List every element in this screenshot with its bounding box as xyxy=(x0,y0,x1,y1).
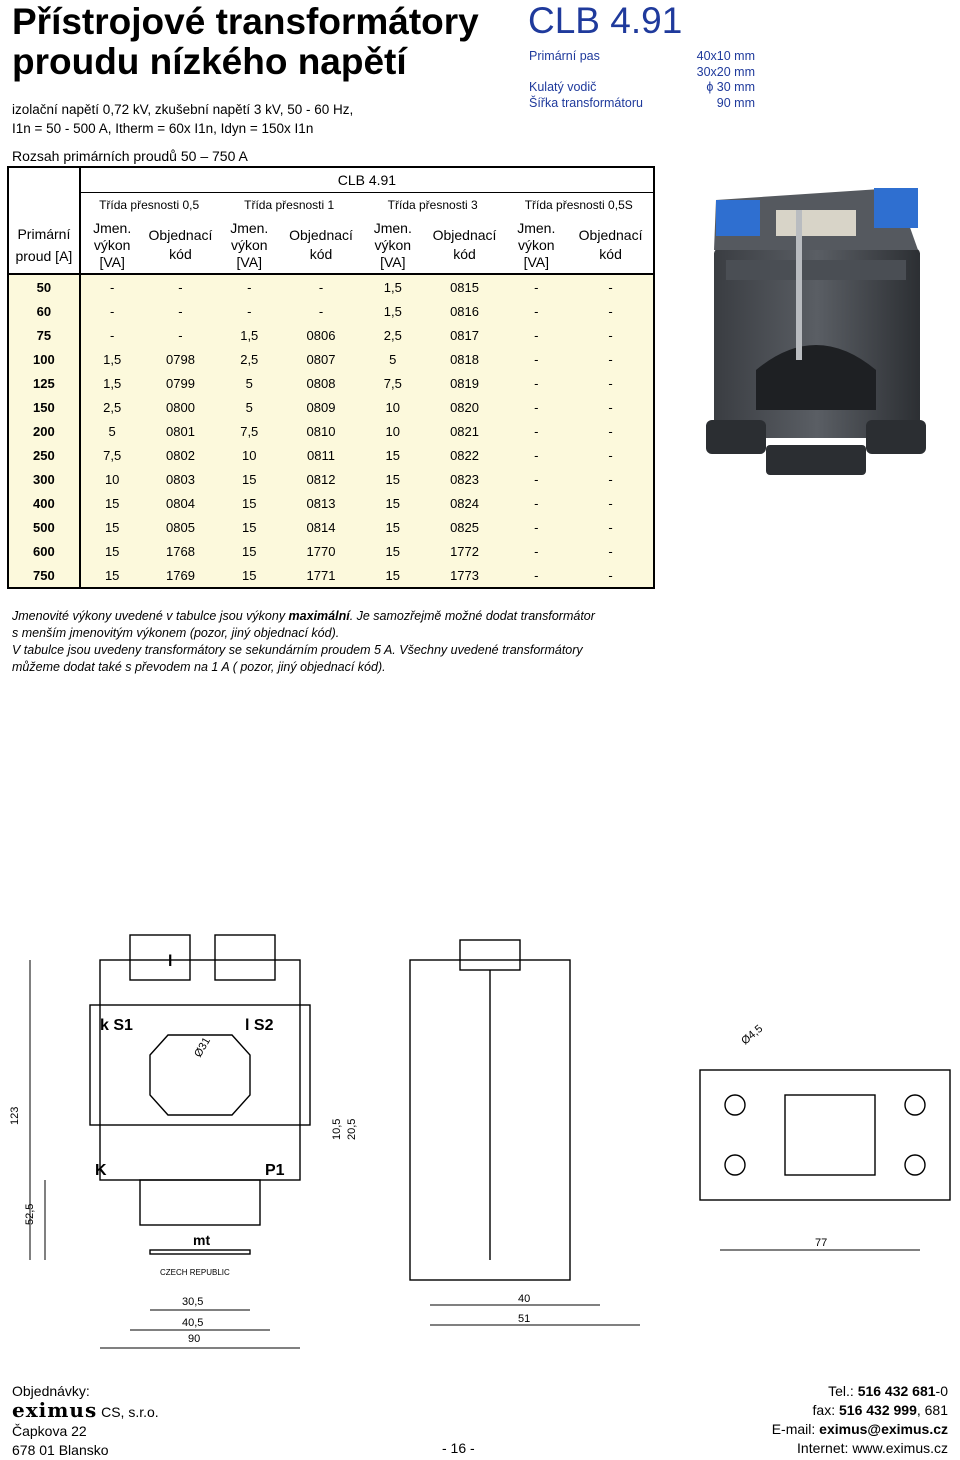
power-cell: 15 xyxy=(361,563,425,588)
order-code-cell: 0816 xyxy=(425,299,505,323)
order-code-cell: 0809 xyxy=(281,395,361,419)
order-code-cell: 0815 xyxy=(425,274,505,299)
order-code-cell: 0813 xyxy=(281,491,361,515)
power-cell: 15 xyxy=(217,467,281,491)
code-header-text: kód xyxy=(453,246,476,262)
order-code-cell: 0820 xyxy=(425,395,505,419)
power-cell: - xyxy=(217,274,281,299)
subtitle-line-1: izolační napětí 0,72 kV, zkušební napětí 3 kV, 50 - 60 Hz, xyxy=(12,102,354,117)
primary-current-cell: 60 xyxy=(8,299,80,323)
table-row xyxy=(8,419,654,443)
power-header-text: Jmen. xyxy=(373,219,412,236)
code-header-text: Objednací xyxy=(289,227,353,243)
city: 678 01 Blansko xyxy=(12,1442,109,1458)
power-cell: 15 xyxy=(80,563,144,588)
primary-current-cell: 500 xyxy=(8,515,80,539)
website xyxy=(772,1439,948,1458)
power-cell: 7,5 xyxy=(361,371,425,395)
page-title xyxy=(12,2,479,82)
orders-label: Objednávky: xyxy=(12,1383,90,1399)
power-cell: 7,5 xyxy=(80,443,144,467)
primary-current-cell: 300 xyxy=(8,467,80,491)
label-K: K xyxy=(95,1162,107,1179)
order-code-cell: 1770 xyxy=(281,539,361,563)
code-column-header xyxy=(281,217,361,274)
spec-label xyxy=(529,65,643,81)
primary-label: Primární xyxy=(17,226,71,242)
dim-52-5: 52,5 xyxy=(24,1203,36,1225)
table-row xyxy=(8,395,654,419)
primary-current-cell: 150 xyxy=(8,395,80,419)
title-line-2: proudu nízkého napětí xyxy=(12,41,407,82)
order-code-cell: 0805 xyxy=(144,515,218,539)
order-code-cell: 0819 xyxy=(425,371,505,395)
power-header-text: [VA] xyxy=(380,253,406,270)
power-header-text: Jmen. xyxy=(517,219,556,236)
front-view xyxy=(90,935,310,1254)
table-row xyxy=(8,323,654,347)
power-cell: - xyxy=(504,371,568,395)
class-header: Třída přesnosti 3 xyxy=(361,193,505,218)
primary-current-header xyxy=(8,217,80,274)
power-cell: 10 xyxy=(361,395,425,419)
order-code-cell: 0810 xyxy=(281,419,361,443)
power-cell: - xyxy=(504,395,568,419)
dim-90: 90 xyxy=(188,1333,201,1345)
title-line-1: Přístrojové transformátory xyxy=(12,1,479,42)
order-code-cell: - xyxy=(568,299,654,323)
note-line xyxy=(12,608,652,625)
model-title: CLB 4.91 xyxy=(528,0,683,41)
company xyxy=(12,1398,159,1422)
spec-label: Primární pas xyxy=(529,49,600,63)
power-cell: - xyxy=(504,323,568,347)
power-cell: 5 xyxy=(217,371,281,395)
note-line: s menším jmenovitým výkonem (pozor, jiný objednací kód). xyxy=(12,626,340,640)
code-column-header xyxy=(425,217,505,274)
power-cell: 15 xyxy=(80,491,144,515)
power-cell: - xyxy=(504,515,568,539)
phone-label: Tel.: xyxy=(828,1383,858,1399)
table-row xyxy=(8,371,654,395)
dim-40-5: 40,5 xyxy=(182,1317,204,1329)
order-code-cell: - xyxy=(568,539,654,563)
table-model: CLB 4.91 xyxy=(80,167,654,193)
order-code-cell: 1773 xyxy=(425,563,505,588)
spec-labels xyxy=(529,49,643,111)
technical-drawing xyxy=(0,930,960,1350)
front-view-labels xyxy=(95,953,285,1179)
power-cell: 5 xyxy=(80,419,144,443)
power-cell: - xyxy=(504,347,568,371)
order-code-cell: - xyxy=(568,515,654,539)
power-header-text: výkon xyxy=(518,236,555,253)
table-row xyxy=(8,515,654,539)
order-code-cell: - xyxy=(568,419,654,443)
primary-current-cell: 400 xyxy=(8,491,80,515)
code-header-text: kód xyxy=(169,246,192,262)
order-code-cell: 0825 xyxy=(425,515,505,539)
primary-current-cell: 50 xyxy=(8,274,80,299)
primary-current-cell: 75 xyxy=(8,323,80,347)
power-cell: - xyxy=(504,419,568,443)
dim-4-5: Ø4,5 xyxy=(739,1022,766,1048)
spec-values xyxy=(640,49,755,111)
power-column-header xyxy=(361,217,425,274)
power-cell: 10 xyxy=(217,443,281,467)
code-header-text: kód xyxy=(599,246,622,262)
power-cell: 2,5 xyxy=(217,347,281,371)
order-code-cell: 0803 xyxy=(144,467,218,491)
power-cell: 1,5 xyxy=(361,299,425,323)
fax xyxy=(772,1401,948,1420)
power-cell: - xyxy=(80,323,144,347)
power-cell: 15 xyxy=(217,539,281,563)
phone-suffix: -0 xyxy=(935,1383,948,1399)
power-cell: - xyxy=(217,299,281,323)
power-cell: 15 xyxy=(80,515,144,539)
order-code-cell: 1768 xyxy=(144,539,218,563)
note-line: můžeme dodat také s převodem na 1 A ( pozor, jiný objednací kód). xyxy=(12,660,386,674)
order-code-cell: - xyxy=(281,299,361,323)
order-code-cell: - xyxy=(144,323,218,347)
code-header-text: Objednací xyxy=(432,227,497,243)
order-code-cell: 0817 xyxy=(425,323,505,347)
power-header-text: [VA] xyxy=(236,253,262,270)
order-code-cell: - xyxy=(568,274,654,299)
order-code-cell: - xyxy=(281,274,361,299)
dim-20-5: 20,5 xyxy=(346,1118,358,1140)
order-code-cell: - xyxy=(568,371,654,395)
current-range: Rozsah primárních proudů 50 – 750 A xyxy=(12,148,248,164)
power-cell: 2,5 xyxy=(361,323,425,347)
primary-current-cell: 250 xyxy=(8,443,80,467)
power-cell: 15 xyxy=(361,467,425,491)
order-code-cell: 0798 xyxy=(144,347,218,371)
spec-label: Kulatý vodič xyxy=(529,80,597,94)
email xyxy=(772,1420,948,1439)
power-cell: - xyxy=(504,467,568,491)
power-cell: 1,5 xyxy=(80,371,144,395)
order-code-cell: 0823 xyxy=(425,467,505,491)
primary-current-cell: 750 xyxy=(8,563,80,588)
power-column-header xyxy=(217,217,281,274)
email-label: E-mail: xyxy=(771,1421,820,1437)
fax-number: 516 432 999 xyxy=(839,1402,917,1418)
side-view xyxy=(410,940,570,1280)
note-line: V tabulce jsou uvedeny transformátory se sekundárním proudem 5 A. Všechny uvedené transformátory xyxy=(12,643,583,657)
class-header: Třída přesnosti 0,5S xyxy=(504,193,654,218)
power-cell: 15 xyxy=(361,443,425,467)
order-code-cell: - xyxy=(568,467,654,491)
brand-logo: mt xyxy=(193,1232,211,1248)
order-code-cell: 1772 xyxy=(425,539,505,563)
code-header-text: kód xyxy=(309,246,333,262)
power-cell: - xyxy=(504,299,568,323)
order-code-cell: - xyxy=(568,563,654,588)
power-cell: - xyxy=(80,299,144,323)
primary-current-cell: 100 xyxy=(8,347,80,371)
order-code-cell: 1769 xyxy=(144,563,218,588)
power-header-text: výkon xyxy=(230,236,268,253)
order-code-cell: - xyxy=(568,347,654,371)
note-text: Jmenovité výkony uvedené v tabulce jsou výkony xyxy=(12,609,289,623)
dim-40: 40 xyxy=(518,1293,531,1305)
phone-number: 516 432 681 xyxy=(857,1383,936,1399)
web-link[interactable]: www.eximus.cz xyxy=(852,1440,948,1456)
power-cell: - xyxy=(504,491,568,515)
company-logo: eximus xyxy=(12,1398,98,1422)
order-code-cell: 0811 xyxy=(281,443,361,467)
label-l-top: l xyxy=(168,953,173,970)
power-cell: 1,5 xyxy=(80,347,144,371)
power-cell: 15 xyxy=(361,491,425,515)
order-code-cell: 0808 xyxy=(281,371,361,395)
notes xyxy=(12,608,652,676)
spec-value: 30x20 mm xyxy=(696,64,755,79)
class-header: Třída přesnosti 0,5 xyxy=(80,193,218,218)
power-cell: 10 xyxy=(80,467,144,491)
primary-label: proud [A] xyxy=(15,248,73,264)
dim-51: 51 xyxy=(518,1313,531,1325)
power-cell: 7,5 xyxy=(217,419,281,443)
power-cell: 15 xyxy=(217,515,281,539)
table-row xyxy=(8,491,654,515)
order-code-cell: 0802 xyxy=(144,443,218,467)
primary-current-cell: 200 xyxy=(8,419,80,443)
order-code-cell: 0818 xyxy=(425,347,505,371)
spec-value: ϕ 30 mm xyxy=(706,80,755,94)
power-cell: 1,5 xyxy=(217,323,281,347)
power-cell: 5 xyxy=(217,395,281,419)
power-column-header xyxy=(504,217,568,274)
company-suffix: CS, s.r.o. xyxy=(101,1404,159,1420)
email-link[interactable]: eximus@eximus.cz xyxy=(819,1421,948,1437)
note-emphasis: maximální xyxy=(288,609,350,623)
power-header-text: [VA] xyxy=(99,253,125,270)
power-cell: - xyxy=(504,563,568,588)
primary-current-cell: 600 xyxy=(8,539,80,563)
power-header-text: Jmen. xyxy=(230,219,269,236)
power-header-text: [VA] xyxy=(523,253,549,270)
power-cell: 1,5 xyxy=(361,274,425,299)
note-text: . Je samozřejmě možné dodat transformátor xyxy=(349,609,595,623)
table-row xyxy=(8,274,654,299)
power-cell: - xyxy=(80,274,144,299)
code-header-text: Objednací xyxy=(148,227,213,243)
dim-123: 123 xyxy=(9,1106,21,1125)
code-column-header xyxy=(144,217,218,274)
power-cell: 15 xyxy=(361,539,425,563)
web-label: Internet: xyxy=(797,1440,853,1456)
top-view xyxy=(700,1070,950,1200)
order-code-cell: 0821 xyxy=(425,419,505,443)
subtitle xyxy=(12,100,353,138)
spec-value: 90 mm xyxy=(716,95,755,110)
order-code-cell: 0824 xyxy=(425,491,505,515)
power-cell: 10 xyxy=(361,419,425,443)
power-cell: - xyxy=(504,539,568,563)
code-header-text: Objednací xyxy=(578,227,643,243)
order-code-cell: - xyxy=(144,299,218,323)
spec-label: Šířka transformátoru xyxy=(529,95,643,110)
order-code-cell: 0822 xyxy=(425,443,505,467)
footer-left xyxy=(12,1382,159,1460)
order-code-cell: 0814 xyxy=(281,515,361,539)
street: Čapkova 22 xyxy=(12,1423,87,1439)
order-code-cell: 0812 xyxy=(281,467,361,491)
power-cell: 5 xyxy=(361,347,425,371)
order-code-table xyxy=(7,166,655,589)
power-cell: 15 xyxy=(80,539,144,563)
class-header: Třída přesnosti 1 xyxy=(217,193,361,218)
order-code-cell: - xyxy=(568,395,654,419)
order-code-cell: 0804 xyxy=(144,491,218,515)
order-code-cell: - xyxy=(568,443,654,467)
label-l-s2: l S2 xyxy=(245,1017,274,1034)
code-column-header xyxy=(568,217,654,274)
table-row xyxy=(8,299,654,323)
dim-77: 77 xyxy=(815,1237,828,1249)
power-cell: - xyxy=(504,274,568,299)
table-row xyxy=(8,443,654,467)
power-header-text: výkon xyxy=(374,236,412,253)
order-code-cell: 0801 xyxy=(144,419,218,443)
spec-value: 40x10 mm xyxy=(696,49,755,63)
label-P1: P1 xyxy=(265,1162,285,1179)
order-code-cell: - xyxy=(144,274,218,299)
order-code-cell: 0807 xyxy=(281,347,361,371)
power-cell: 2,5 xyxy=(80,395,144,419)
order-code-cell: - xyxy=(568,491,654,515)
order-code-cell: - xyxy=(568,323,654,347)
table-row xyxy=(8,467,654,491)
table-row xyxy=(8,539,654,563)
dim-10-5: 10,5 xyxy=(331,1118,343,1140)
order-code-cell: 0799 xyxy=(144,371,218,395)
dim-30-5: 30,5 xyxy=(182,1296,204,1308)
subtitle-line-2: I1n = 50 - 500 A, Itherm = 60x I1n, Idyn = 150x I1n xyxy=(12,121,314,136)
order-code-cell: 1771 xyxy=(281,563,361,588)
power-cell: 15 xyxy=(217,563,281,588)
phone xyxy=(772,1382,948,1401)
power-cell: - xyxy=(504,443,568,467)
power-column-header xyxy=(80,217,144,274)
power-cell: 15 xyxy=(217,491,281,515)
fax-label: fax: xyxy=(812,1402,839,1418)
order-code-cell: 0806 xyxy=(281,323,361,347)
brand-sub: CZECH REPUBLIC xyxy=(160,1268,230,1277)
product-photo xyxy=(686,170,946,500)
dim-31: Ø31 xyxy=(192,1035,213,1060)
footer-right xyxy=(772,1382,948,1458)
primary-current-cell: 125 xyxy=(8,371,80,395)
power-header-text: výkon xyxy=(93,236,131,253)
fax-suffix: , 681 xyxy=(916,1402,948,1418)
table-row xyxy=(8,347,654,371)
order-code-cell: 0800 xyxy=(144,395,218,419)
label-k-s1: k S1 xyxy=(100,1017,133,1034)
page-number: - 16 - xyxy=(442,1440,475,1456)
power-header-text: Jmen. xyxy=(93,219,132,236)
table-row xyxy=(8,563,654,588)
power-cell: 15 xyxy=(361,515,425,539)
